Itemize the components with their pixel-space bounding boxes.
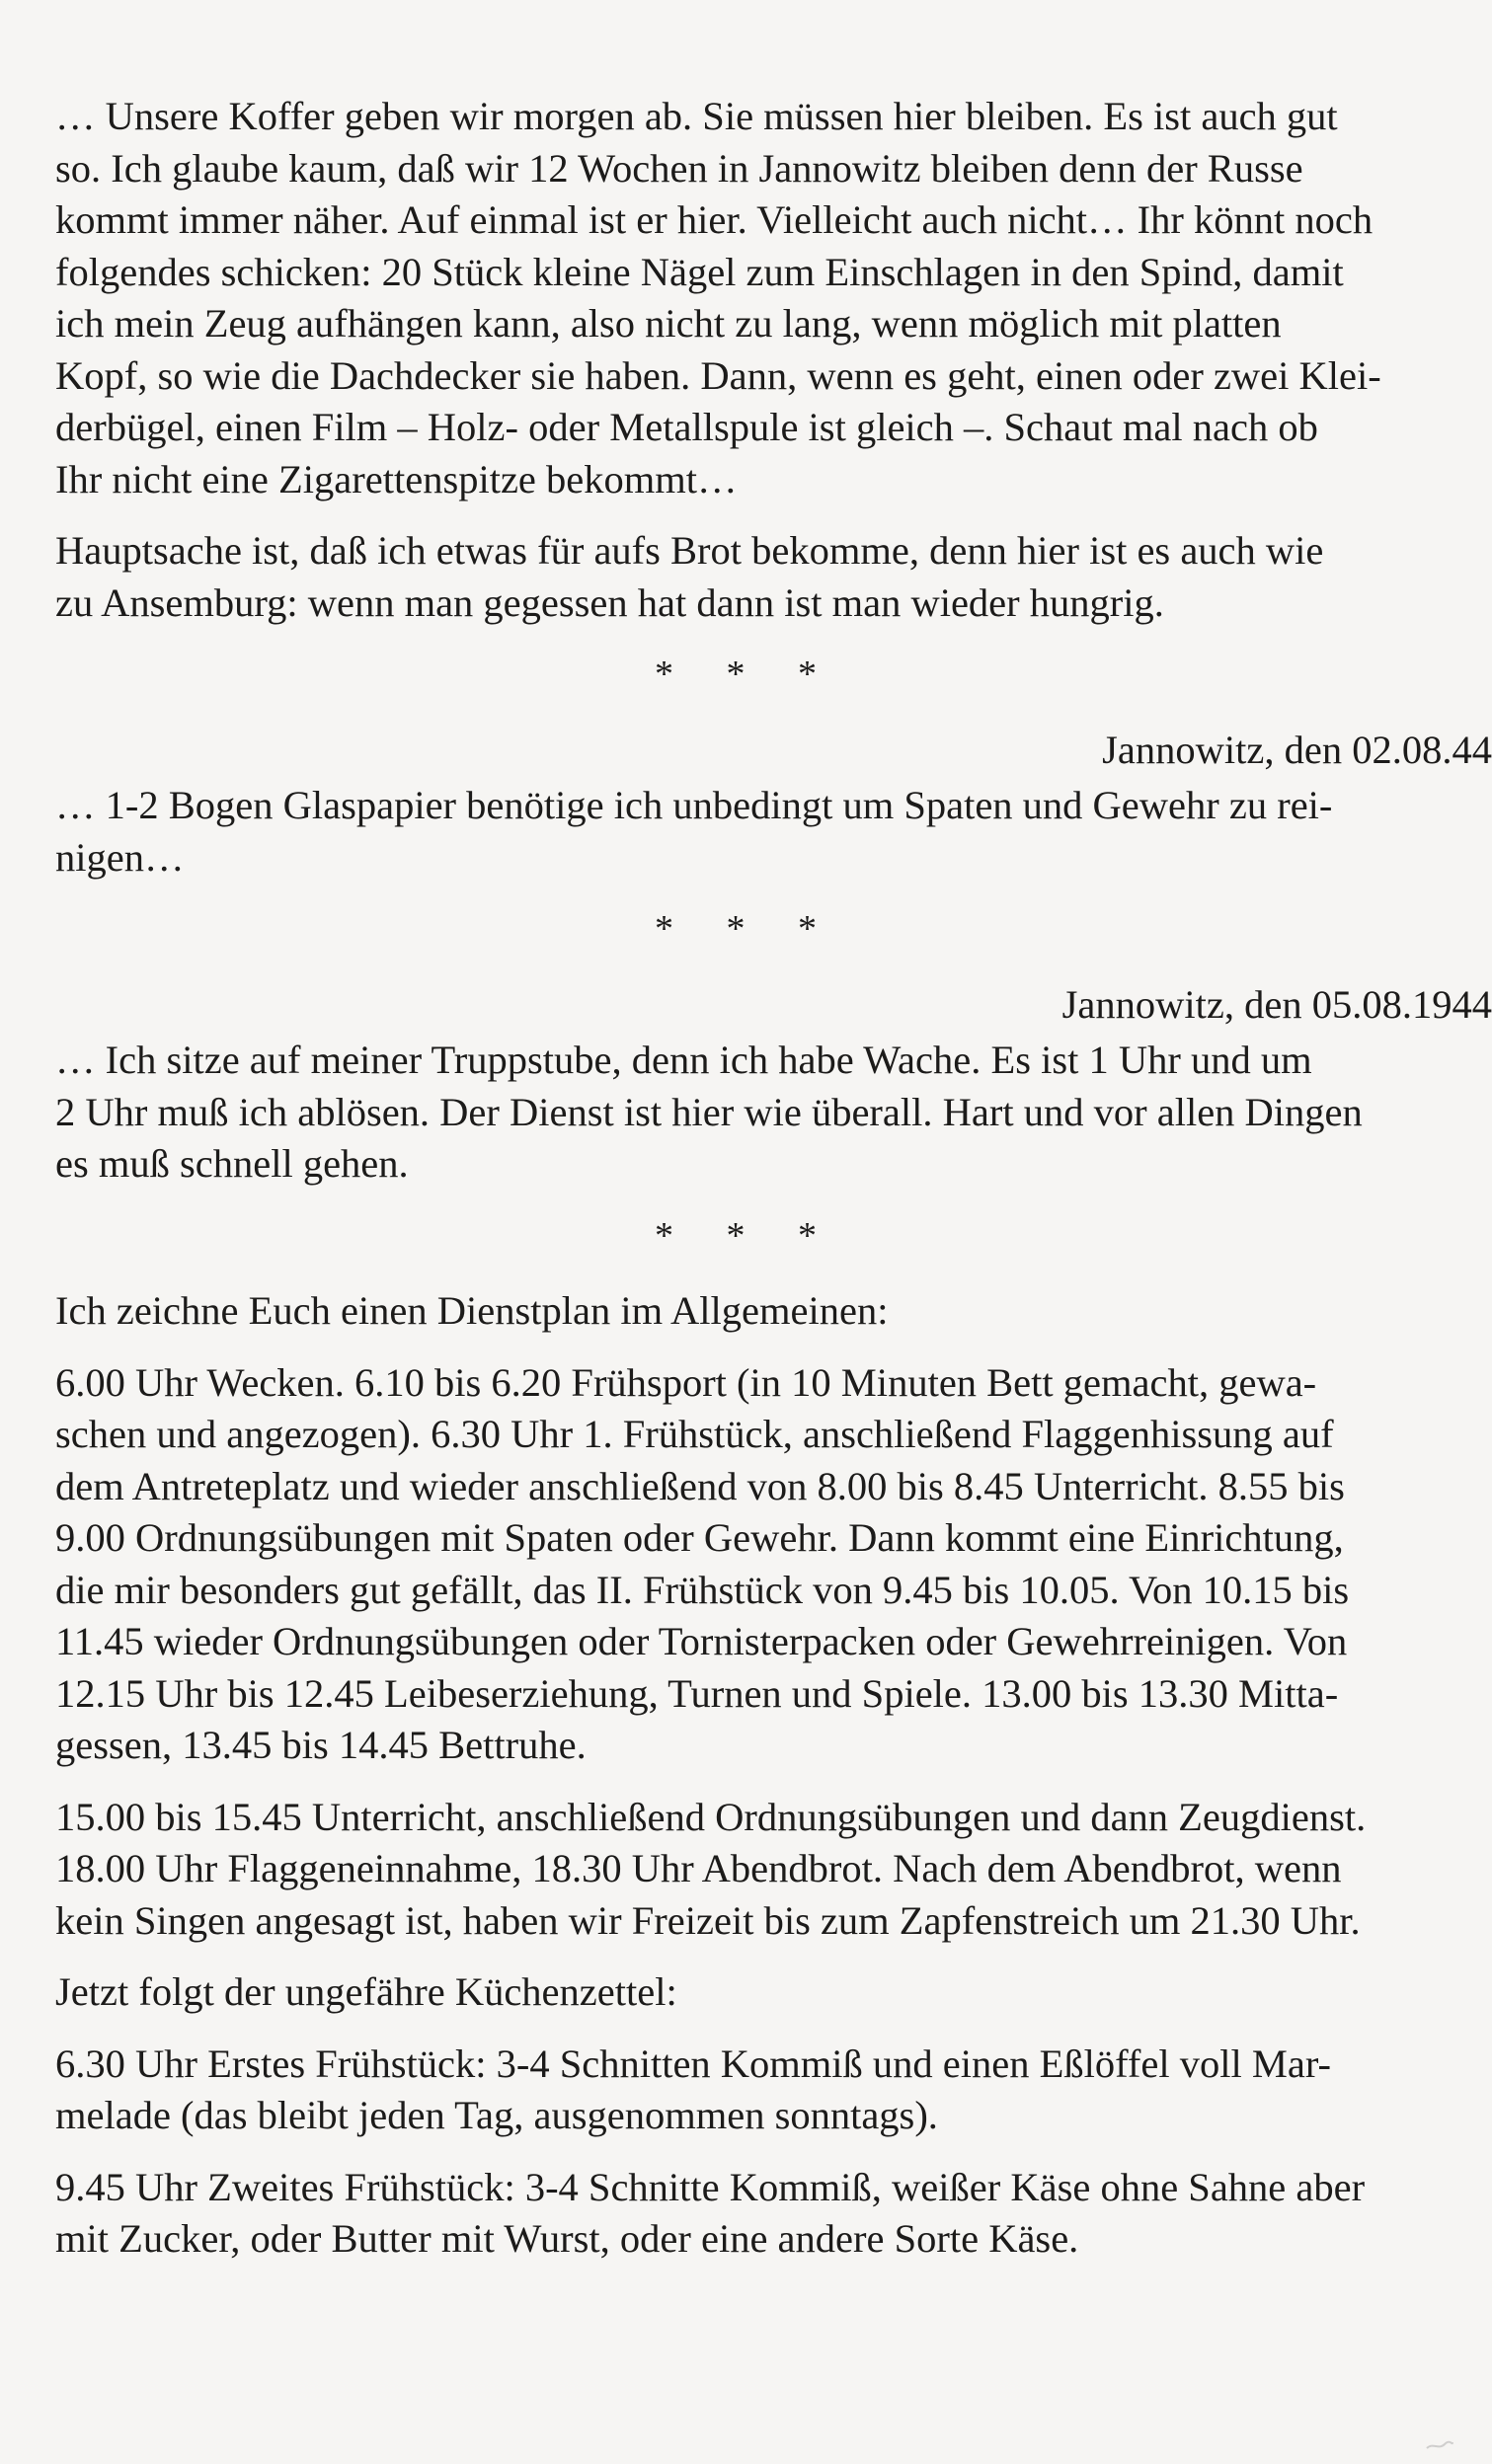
paragraph-suitcases: … Unsere Koffer geben wir morgen ab. Sie müssen hier bleiben. Es ist auch gut so. Ich glaube kaum, daß wir 12 Wochen in Jannowitz bleiben denn der Russe kommt immer näher. Auf einmal ist er hier. Vielleicht auch nicht… Ihr könnt noch folgendes schicken: 20 Stück kleine Nägel zum Einschlagen in den Spind, damit ich mein Zeug aufhängen kann, also nicht zu lang, wenn möglich mit platten Kopf, so wie die Dachdecker sie haben. Dann, wenn es geht, einen oder zwei Klei- derbügel, einen Film – Holz- oder Metallspule ist gleich –. Schaut mal nach ob Ihr nicht eine Zigarettenspitze bekommt…	[55, 94, 1381, 501]
paragraph-guard-duty: … Ich sitze auf meiner Truppstube, denn ich habe Wache. Es ist 1 Uhr und um 2 Uhr muß ich ablösen. Der Dienst ist hier wie überall. Hart und vor allen Dingen es muß schnell gehen.	[55, 1038, 1363, 1186]
paragraph-morning-schedule: 6.00 Uhr Wecken. 6.10 bis 6.20 Frühsport (in 10 Minuten Bett gemacht, gewa- schen und angezogen). 6.30 Uhr 1. Frühstück, anschließend Flaggenhissung auf dem Antreteplatz und wieder anschließend von 8.00 bis 8.45 Unterricht. 8.55 bis 9.00 Ordnungsübungen mit Spaten oder Gewehr. Dann kommt eine Einrichtung, die mir besonders gut gefällt, das II. Frühstück von 9.45 bis 10.05. Von 10.15 bis 11.45 wieder Ordnungsübungen oder Tornisterpacken oder Gewehrreinigen. Von 12.15 Uhr bis 12.45 Leibeserziehung, Turnen und Spiele. 13.00 bis 13.30 Mitta- gessen, 13.45 bis 14.45 Bettruhe.	[55, 1359, 1350, 1767]
paragraph-second-breakfast: 9.45 Uhr Zweites Frühstück: 3-4 Schnitte Kommiß, weißer Käse ohne Sahne aber mit Zucker, oder Butter mit Wurst, oder eine andere Sorte Käse.	[55, 2164, 1366, 2261]
paragraph-first-breakfast: 6.30 Uhr Erstes Frühstück: 3-4 Schnitten Kommiß und einen Eßlöffel voll Mar- melade (das bleibt jeden Tag, ausgenommen sonntags).	[55, 2040, 1332, 2137]
section-separator: * * *	[655, 908, 838, 950]
paragraph-afternoon-schedule: 15.00 bis 15.45 Unterricht, anschließend Ordnungsübungen und dann Zeugdienst. 18.00 Uhr Flaggeneinnahme, 18.30 Uhr Abendbrot. Nach dem Abendbrot, wenn kein Singen angesagt ist, haben wir Freizeit bis zum Zapfenstreich um 21.30 Uhr.	[55, 1794, 1367, 1943]
section-separator: * * *	[655, 1214, 838, 1257]
paragraph-sandpaper: … 1-2 Bogen Glaspapier benötige ich unbedingt um Spaten und Gewehr zu rei- nigen…	[55, 783, 1333, 880]
scan-smudge	[1425, 2436, 1454, 2454]
paragraph-menu-intro: Jetzt folgt der ungefähre Küchenzettel:	[55, 1969, 677, 2014]
paragraph-bread: Hauptsache ist, daß ich etwas für aufs Brot bekomme, denn hier ist es auch wie zu Ansemburg: wenn man gegessen hat dann ist man wieder hungrig.	[55, 528, 1324, 625]
dateline: Jannowitz, den 05.08.1944	[1061, 981, 1492, 1027]
dateline: Jannowitz, den 02.08.44	[1102, 727, 1492, 772]
paragraph-schedule-intro: Ich zeichne Euch einen Dienstplan im Allgemeinen:	[55, 1288, 889, 1333]
section-separator: * * *	[655, 654, 838, 695]
letter-text	[55, 91, 1492, 2266]
